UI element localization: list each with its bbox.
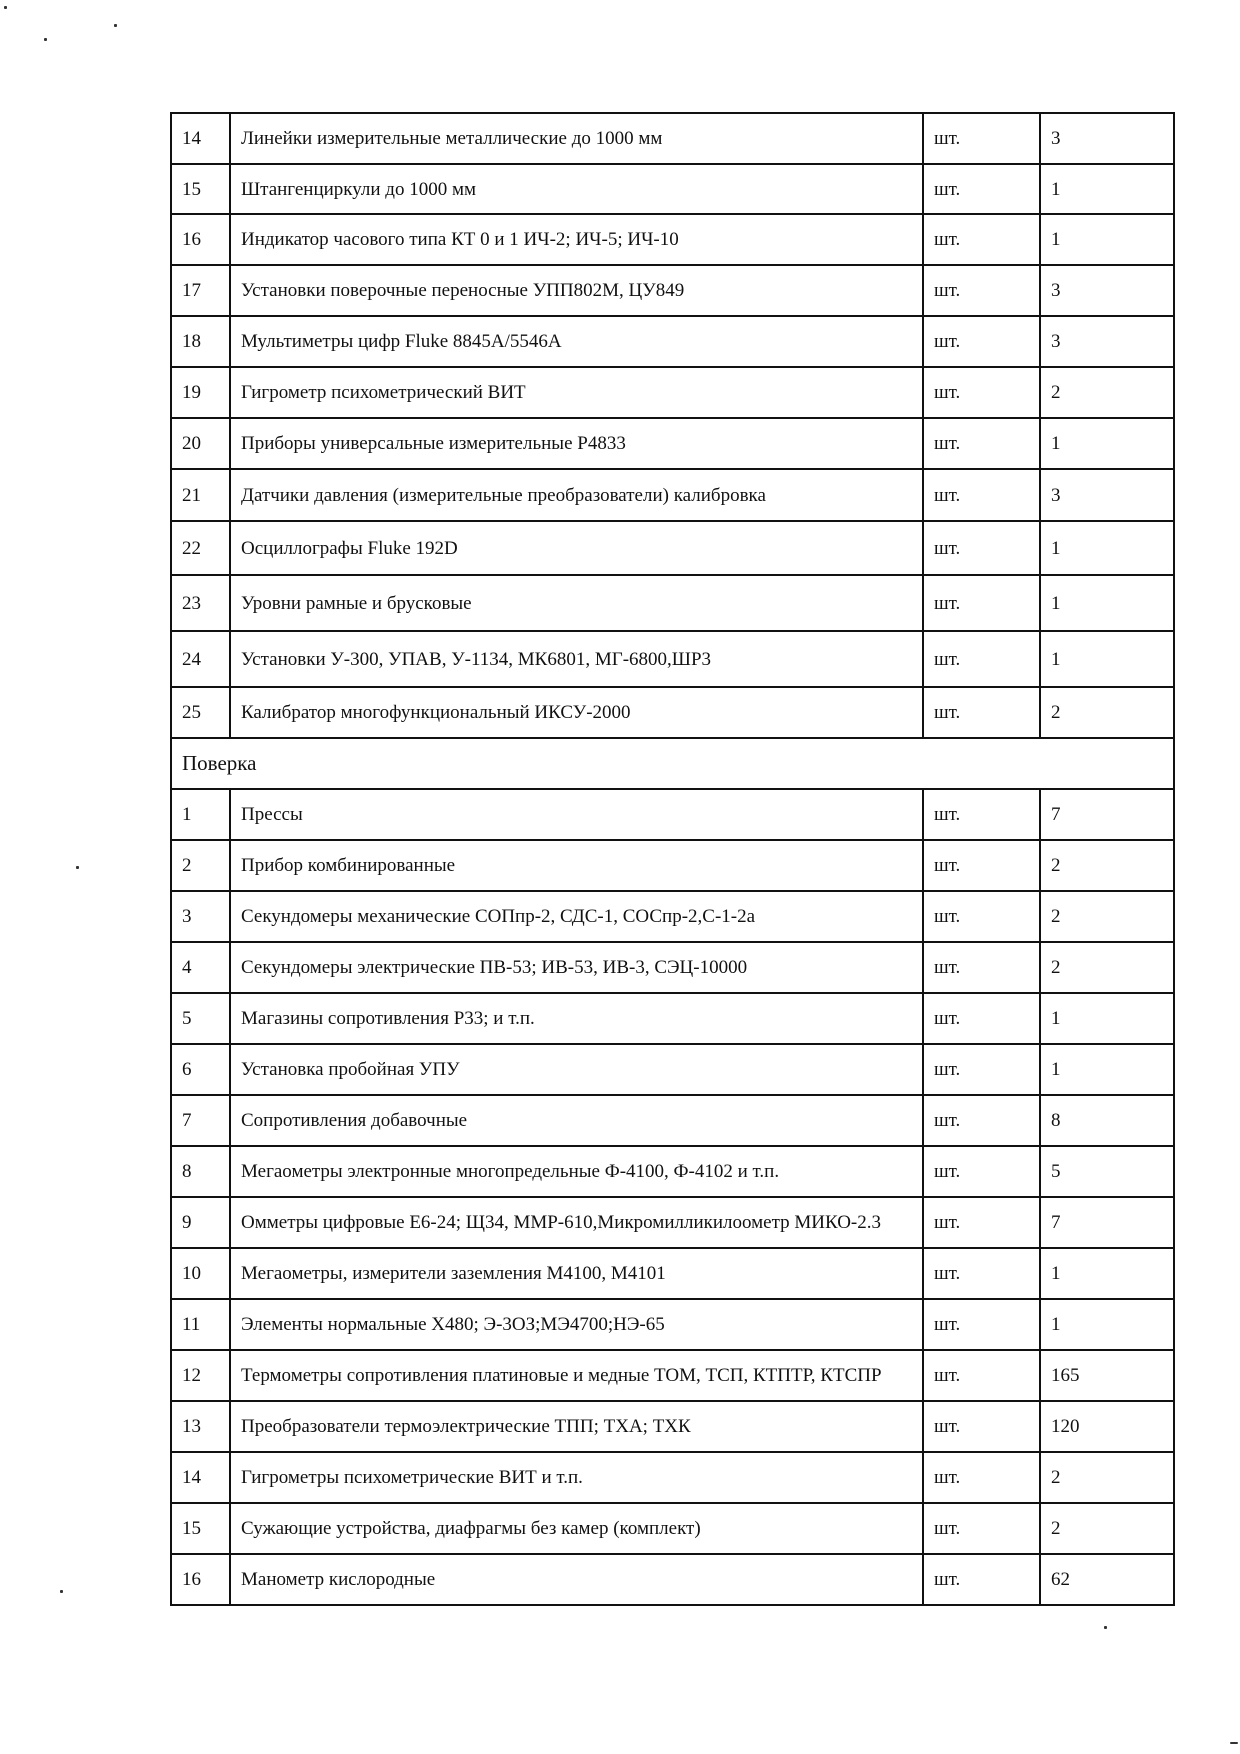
row-number: 15 [171, 1503, 230, 1554]
item-quantity: 120 [1040, 1401, 1174, 1452]
table-row [171, 113, 1174, 164]
item-quantity: 5 [1040, 1146, 1174, 1197]
row-number: 22 [171, 521, 230, 575]
row-number: 20 [171, 418, 230, 469]
item-unit: шт. [923, 840, 1040, 891]
item-name: Установки У-300, УПАВ, У-1134, МК6801, МГ-6800,ШР3 [230, 631, 923, 687]
table-row [171, 942, 1174, 993]
table-row [171, 469, 1174, 521]
table-row [171, 993, 1174, 1044]
item-name: Гигрометр психометрический ВИТ [230, 367, 923, 418]
item-name: Мегаометры электронные многопредельные Ф-4100, Ф-4102 и т.п. [230, 1146, 923, 1197]
scan-speck [1230, 1742, 1238, 1744]
item-unit: шт. [923, 942, 1040, 993]
table-row [171, 1452, 1174, 1503]
row-number: 2 [171, 840, 230, 891]
item-name: Мегаометры, измерители заземления М4100, М4101 [230, 1248, 923, 1299]
item-quantity: 1 [1040, 1299, 1174, 1350]
table-row [171, 1197, 1174, 1248]
table-row [171, 1095, 1174, 1146]
item-unit: шт. [923, 418, 1040, 469]
scan-speck [76, 866, 79, 869]
item-name: Омметры цифровые Е6-24; Щ34, ММР-610,Микромилликилоометр МИКО-2.3 [230, 1197, 923, 1248]
scan-speck [4, 6, 7, 9]
table-row [171, 1248, 1174, 1299]
row-number: 10 [171, 1248, 230, 1299]
item-name: Сужающие устройства, диафрагмы без камер (комплект) [230, 1503, 923, 1554]
item-name: Прибор комбинированные [230, 840, 923, 891]
item-name: Осциллографы Fluke 192D [230, 521, 923, 575]
item-quantity: 1 [1040, 418, 1174, 469]
item-quantity: 2 [1040, 1452, 1174, 1503]
item-name: Секундомеры электрические ПВ-53; ИВ-53, ИВ-3, СЭЦ-10000 [230, 942, 923, 993]
item-quantity: 1 [1040, 214, 1174, 265]
table-row [171, 687, 1174, 738]
item-unit: шт. [923, 789, 1040, 840]
equipment-table [170, 112, 1175, 1606]
table-row [171, 418, 1174, 469]
item-name: Элементы нормальные Х480; Э-3ОЗ;МЭ4700;НЭ-65 [230, 1299, 923, 1350]
table-row [171, 1299, 1174, 1350]
item-unit: шт. [923, 113, 1040, 164]
section-title: Поверка [171, 738, 1174, 789]
item-unit: шт. [923, 1044, 1040, 1095]
row-number: 19 [171, 367, 230, 418]
item-quantity: 7 [1040, 789, 1174, 840]
item-quantity: 3 [1040, 316, 1174, 367]
item-unit: шт. [923, 214, 1040, 265]
table-row [171, 840, 1174, 891]
table-row [171, 631, 1174, 687]
item-unit: шт. [923, 631, 1040, 687]
item-name: Установки поверочные переносные УПП802М, ЦУ849 [230, 265, 923, 316]
row-number: 9 [171, 1197, 230, 1248]
item-quantity: 3 [1040, 265, 1174, 316]
item-name: Приборы универсальные измерительные Р4833 [230, 418, 923, 469]
equipment-table-body [171, 113, 1174, 1605]
item-unit: шт. [923, 1554, 1040, 1605]
item-unit: шт. [923, 265, 1040, 316]
item-quantity: 1 [1040, 521, 1174, 575]
item-unit: шт. [923, 1248, 1040, 1299]
item-quantity: 1 [1040, 164, 1174, 214]
item-quantity: 3 [1040, 469, 1174, 521]
item-unit: шт. [923, 469, 1040, 521]
item-name: Преобразователи термоэлектрические ТПП; ТХА; ТХК [230, 1401, 923, 1452]
table-row [171, 367, 1174, 418]
item-quantity: 1 [1040, 993, 1174, 1044]
item-quantity: 165 [1040, 1350, 1174, 1401]
row-number: 13 [171, 1401, 230, 1452]
item-unit: шт. [923, 1503, 1040, 1554]
item-unit: шт. [923, 316, 1040, 367]
item-name: Термометры сопротивления платиновые и медные ТОМ, ТСП, КТПТР, КТСПР [230, 1350, 923, 1401]
row-number: 21 [171, 469, 230, 521]
item-name: Штангенциркули до 1000 мм [230, 164, 923, 214]
row-number: 25 [171, 687, 230, 738]
item-name: Мультиметры цифр Fluke 8845A/5546A [230, 316, 923, 367]
item-name: Датчики давления (измерительные преобразователи) калибровка [230, 469, 923, 521]
section-row [171, 738, 1174, 789]
item-unit: шт. [923, 993, 1040, 1044]
scan-speck [1104, 1626, 1107, 1629]
item-unit: шт. [923, 1146, 1040, 1197]
item-unit: шт. [923, 164, 1040, 214]
item-name: Манометр кислородные [230, 1554, 923, 1605]
table-row [171, 214, 1174, 265]
row-number: 14 [171, 1452, 230, 1503]
row-number: 1 [171, 789, 230, 840]
item-unit: шт. [923, 1197, 1040, 1248]
item-unit: шт. [923, 1452, 1040, 1503]
item-name: Линейки измерительные металлические до 1000 мм [230, 113, 923, 164]
item-quantity: 1 [1040, 575, 1174, 631]
table-row [171, 789, 1174, 840]
item-quantity: 1 [1040, 1044, 1174, 1095]
item-name: Установка пробойная УПУ [230, 1044, 923, 1095]
item-name: Прессы [230, 789, 923, 840]
item-quantity: 1 [1040, 1248, 1174, 1299]
table-row [171, 1044, 1174, 1095]
row-number: 11 [171, 1299, 230, 1350]
item-name: Магазины сопротивления Р33; и т.п. [230, 993, 923, 1044]
item-quantity: 2 [1040, 942, 1174, 993]
row-number: 6 [171, 1044, 230, 1095]
item-unit: шт. [923, 521, 1040, 575]
row-number: 23 [171, 575, 230, 631]
row-number: 8 [171, 1146, 230, 1197]
table-row [171, 265, 1174, 316]
item-name: Уровни рамные и брусковые [230, 575, 923, 631]
item-name: Секундомеры механические СОПпр-2, СДС-1, СОСпр-2,С-1-2а [230, 891, 923, 942]
item-unit: шт. [923, 1095, 1040, 1146]
item-quantity: 2 [1040, 687, 1174, 738]
item-quantity: 62 [1040, 1554, 1174, 1605]
table-row [171, 164, 1174, 214]
item-name: Сопротивления добавочные [230, 1095, 923, 1146]
table-row [171, 521, 1174, 575]
item-unit: шт. [923, 367, 1040, 418]
item-quantity: 2 [1040, 840, 1174, 891]
scan-speck [44, 38, 47, 41]
row-number: 3 [171, 891, 230, 942]
table-row [171, 1554, 1174, 1605]
row-number: 14 [171, 113, 230, 164]
item-quantity: 2 [1040, 1503, 1174, 1554]
item-quantity: 2 [1040, 891, 1174, 942]
table-row [171, 1401, 1174, 1452]
table-row [171, 1146, 1174, 1197]
item-name: Гигрометры психометрические ВИТ и т.п. [230, 1452, 923, 1503]
row-number: 17 [171, 265, 230, 316]
row-number: 15 [171, 164, 230, 214]
row-number: 24 [171, 631, 230, 687]
row-number: 18 [171, 316, 230, 367]
row-number: 7 [171, 1095, 230, 1146]
item-unit: шт. [923, 1350, 1040, 1401]
table-row [171, 316, 1174, 367]
table-row [171, 575, 1174, 631]
table-row [171, 1503, 1174, 1554]
table-row [171, 891, 1174, 942]
item-quantity: 2 [1040, 367, 1174, 418]
row-number: 12 [171, 1350, 230, 1401]
row-number: 5 [171, 993, 230, 1044]
row-number: 4 [171, 942, 230, 993]
item-quantity: 3 [1040, 113, 1174, 164]
item-unit: шт. [923, 1299, 1040, 1350]
item-quantity: 1 [1040, 631, 1174, 687]
item-unit: шт. [923, 687, 1040, 738]
row-number: 16 [171, 1554, 230, 1605]
scan-speck [60, 1590, 63, 1593]
table-row [171, 1350, 1174, 1401]
item-name: Калибратор многофункциональный ИКСУ-2000 [230, 687, 923, 738]
item-unit: шт. [923, 1401, 1040, 1452]
item-name: Индикатор часового типа КТ 0 и 1 ИЧ-2; ИЧ-5; ИЧ-10 [230, 214, 923, 265]
item-unit: шт. [923, 891, 1040, 942]
item-quantity: 7 [1040, 1197, 1174, 1248]
item-unit: шт. [923, 575, 1040, 631]
row-number: 16 [171, 214, 230, 265]
scan-speck [114, 24, 117, 27]
item-quantity: 8 [1040, 1095, 1174, 1146]
